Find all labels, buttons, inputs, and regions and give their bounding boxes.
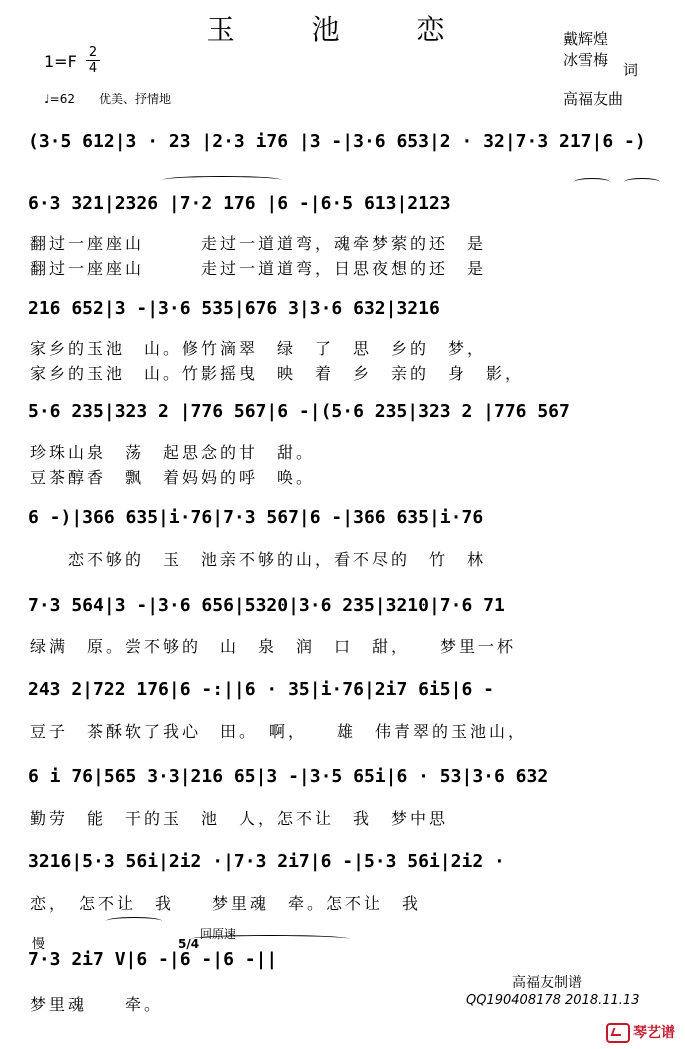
lyric-row-3a: 家乡的玉池 山。修竹滴翠 绿 了 思 乡的 梦，: [30, 339, 487, 358]
slow-marking: 慢: [32, 937, 46, 952]
site-logo: [606, 1022, 675, 1043]
lyric-row-4a: 珍珠山泉 荡 起思念的甘 甜。: [30, 443, 316, 462]
lyric-suffix: 词: [623, 61, 639, 79]
lyric-row-6: 绿满 原。尝不够的 山 泉 润 口 甜， 梦里一杯: [30, 637, 517, 656]
tie-mark: [624, 178, 660, 186]
lyric-row-4b: 豆茶醇香 飘 着妈妈的呼 唤。: [30, 468, 316, 487]
tempo-marking: ♩=62 优美、抒情地: [44, 92, 171, 106]
lyric-row-10: 梦里魂 牵。: [30, 995, 164, 1014]
meter-bottom: 4: [88, 61, 98, 76]
notation-row-1: (3·5 612|3 · 23 |2·3 i76 |3 -|3·6 653|2 · 32|7·3 217|6 -): [28, 131, 646, 152]
lyric-row-5: 恋不够的 玉 池亲不够的山，看不尽的 竹 林: [30, 550, 487, 569]
composer: 高福友曲: [563, 90, 624, 108]
page-title: 玉 池 恋: [206, 13, 479, 46]
time-change-marking: 5/4: [178, 937, 200, 951]
notation-row-2: 6·3 321|2326 |7·2 176 |6 -|6·5 613|2123: [28, 193, 451, 214]
score-maker: 高福友制谱: [512, 975, 582, 991]
tie-mark: [162, 176, 282, 184]
tie-mark: [190, 935, 350, 943]
return-tempo-marking: 回原速: [200, 927, 237, 941]
notation-row-10: 7·3 2i7 V|6 -|6 -|6 -||: [28, 949, 278, 970]
lyric-row-3b: 家乡的玉池 山。竹影摇曳 映 着 乡 亲的 身 影，: [30, 364, 525, 383]
notation-row-5: 6 -)|366 635|i·76|7·3 567|6 -|366 635|i·76: [28, 507, 484, 528]
lyric-row-7: 豆子 茶酥软了我心 田。 啊， 雄 伟青翠的玉池山，: [30, 722, 528, 741]
lyric-row-8: 勤劳 能 干的玉 池 人，怎不让 我 梦中思: [30, 809, 449, 828]
meter-top: 2: [88, 45, 98, 60]
key-signature: 1=F: [44, 52, 77, 71]
score-id-date: QQ190408178 2018.11.13: [466, 993, 640, 1008]
notation-row-6: 7·3 564|3 -|3·6 656|5320|3·6 235|3210|7·6 71: [28, 595, 505, 616]
lyricist-1: 戴辉煌: [563, 30, 609, 48]
time-signature: [86, 46, 100, 75]
notation-row-3: 216 652|3 -|3·6 535|676 3|3·6 632|3216: [28, 298, 440, 319]
notation-row-7: 243 2|722 176|6 -:||6 · 35|i·76|2i7 6i5|6 -: [28, 679, 494, 700]
notation-row-8: 6 i 76|565 3·3|216 65|3 -|3·5 65i|6 · 53|3·6 632: [28, 766, 549, 787]
lyric-row-9: 恋， 怎不让 我 梦里魂 牵。怎不让 我: [30, 894, 422, 913]
lyric-row-2a: 翻过一座座山 走过一道道弯，魂牵梦萦的还 是: [30, 234, 487, 253]
notation-row-4: 5·6 235|323 2 |776 567|6 -|(5·6 235|323 2 |776 567: [28, 401, 570, 422]
lyricist-2: 冰雪梅: [563, 51, 609, 69]
tie-mark: [574, 178, 610, 186]
tie-mark: [106, 917, 162, 925]
logo-icon: [606, 1023, 630, 1043]
lyric-row-2b: 翻过一座座山 走过一道道弯，日思夜想的还 是: [30, 259, 487, 278]
logo-text: 琴艺谱: [633, 1025, 675, 1041]
notation-row-9: 3216|5·3 56i|2i2 ·|7·3 2i7|6 -|5·3 56i|2i2 ·: [28, 851, 505, 872]
